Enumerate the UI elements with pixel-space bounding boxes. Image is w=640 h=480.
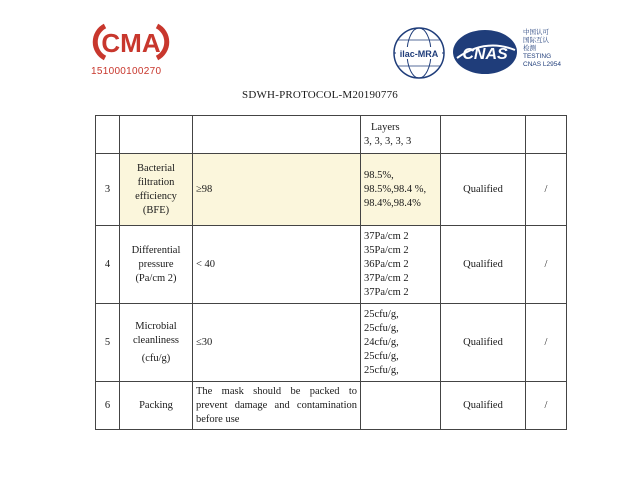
test-item	[120, 226, 193, 304]
cma-logo	[91, 22, 171, 62]
layers-cell	[361, 116, 441, 154]
test-item-line: (Pa/cm 2)	[135, 272, 177, 284]
requirement: ≥98	[193, 154, 361, 226]
remark: /	[526, 382, 567, 430]
result-line: 98.5%,98.4 %,	[364, 183, 427, 195]
conclusion: Qualified	[441, 304, 526, 382]
table-row	[96, 154, 567, 226]
row-number: 4	[96, 226, 120, 304]
remark: /	[526, 226, 567, 304]
layers-value: 3, 3, 3, 3, 3	[364, 135, 412, 147]
conclusion: Qualified	[441, 154, 526, 226]
test-result	[361, 226, 441, 304]
result-line: 37Pa/cm 2	[364, 230, 409, 242]
test-item-line: Microbial	[135, 320, 177, 332]
remark: /	[526, 304, 567, 382]
row-number: 6	[96, 382, 120, 430]
cnas-side-line: 国际互认	[523, 37, 549, 44]
cma-logo-mark	[91, 22, 171, 62]
cnas-side-text	[523, 29, 561, 69]
result-line: 25cfu/g,	[364, 364, 399, 376]
cell-empty	[193, 116, 361, 154]
result-line: 98.4%,98.4%	[364, 197, 421, 209]
cnas-side-line: 中国认可	[523, 29, 549, 36]
conclusion: Qualified	[441, 382, 526, 430]
cnas-side-line: 检测	[523, 45, 536, 52]
cell-empty	[120, 116, 193, 154]
protocol-number: SDWH-PROTOCOL-M20190776	[242, 89, 398, 101]
ilac-logo-text: ilac-MRA	[399, 49, 439, 59]
result-line: 25cfu/g,	[364, 350, 399, 362]
cnas-side-line: CNAS L2954	[523, 61, 561, 68]
cnas-logo-text: CNAS	[462, 46, 508, 63]
test-item-line: filtration	[137, 176, 175, 188]
ilac-mra-logo	[392, 26, 446, 85]
test-item	[120, 382, 193, 430]
test-item-line: (BFE)	[142, 204, 170, 216]
table-row	[96, 304, 567, 382]
test-result	[361, 304, 441, 382]
test-item-line: Differential	[131, 244, 181, 256]
cnas-side-line: TESTING	[523, 53, 552, 60]
result-line: 37Pa/cm 2	[364, 272, 409, 284]
test-item-line: efficiency	[135, 190, 177, 202]
test-item-line: cleanliness	[132, 334, 180, 346]
cma-number: 151000100270	[91, 66, 162, 77]
result-line: 25cfu/g,	[364, 322, 399, 334]
test-item-line: (cfu/g)	[141, 352, 171, 364]
globe-icon	[392, 26, 446, 80]
cnas-logo-mark	[451, 28, 519, 76]
result-line: 24cfu/g,	[364, 336, 399, 348]
table-row	[96, 382, 567, 430]
result-line: 36Pa/cm 2	[364, 258, 409, 270]
results-table	[95, 115, 567, 430]
cell-empty	[96, 116, 120, 154]
requirement: The mask should be packed to prevent damage and contamination before use	[193, 382, 361, 430]
test-item-line: Packing	[139, 399, 173, 411]
result-line: 98.5%,	[364, 169, 394, 181]
cnas-logo	[451, 28, 519, 81]
row-number: 5	[96, 304, 120, 382]
test-item	[120, 154, 193, 226]
result-line: 35Pa/cm 2	[364, 244, 409, 256]
result-line: 25cfu/g,	[364, 308, 399, 320]
test-item-line: pressure	[138, 258, 174, 270]
requirement: < 40	[193, 226, 361, 304]
result-line: 37Pa/cm 2	[364, 286, 409, 298]
remark: /	[526, 154, 567, 226]
layers-label: Layers	[371, 121, 400, 133]
table-row	[96, 116, 567, 154]
row-number: 3	[96, 154, 120, 226]
test-result	[361, 154, 441, 226]
requirement: ≤30	[193, 304, 361, 382]
test-item-line: Bacterial	[137, 162, 175, 174]
conclusion: Qualified	[441, 226, 526, 304]
cell-empty	[441, 116, 526, 154]
cell-empty	[526, 116, 567, 154]
table-row	[96, 226, 567, 304]
cma-logo-text: CMA	[101, 28, 161, 58]
test-result-empty	[361, 382, 441, 430]
test-item	[120, 304, 193, 382]
